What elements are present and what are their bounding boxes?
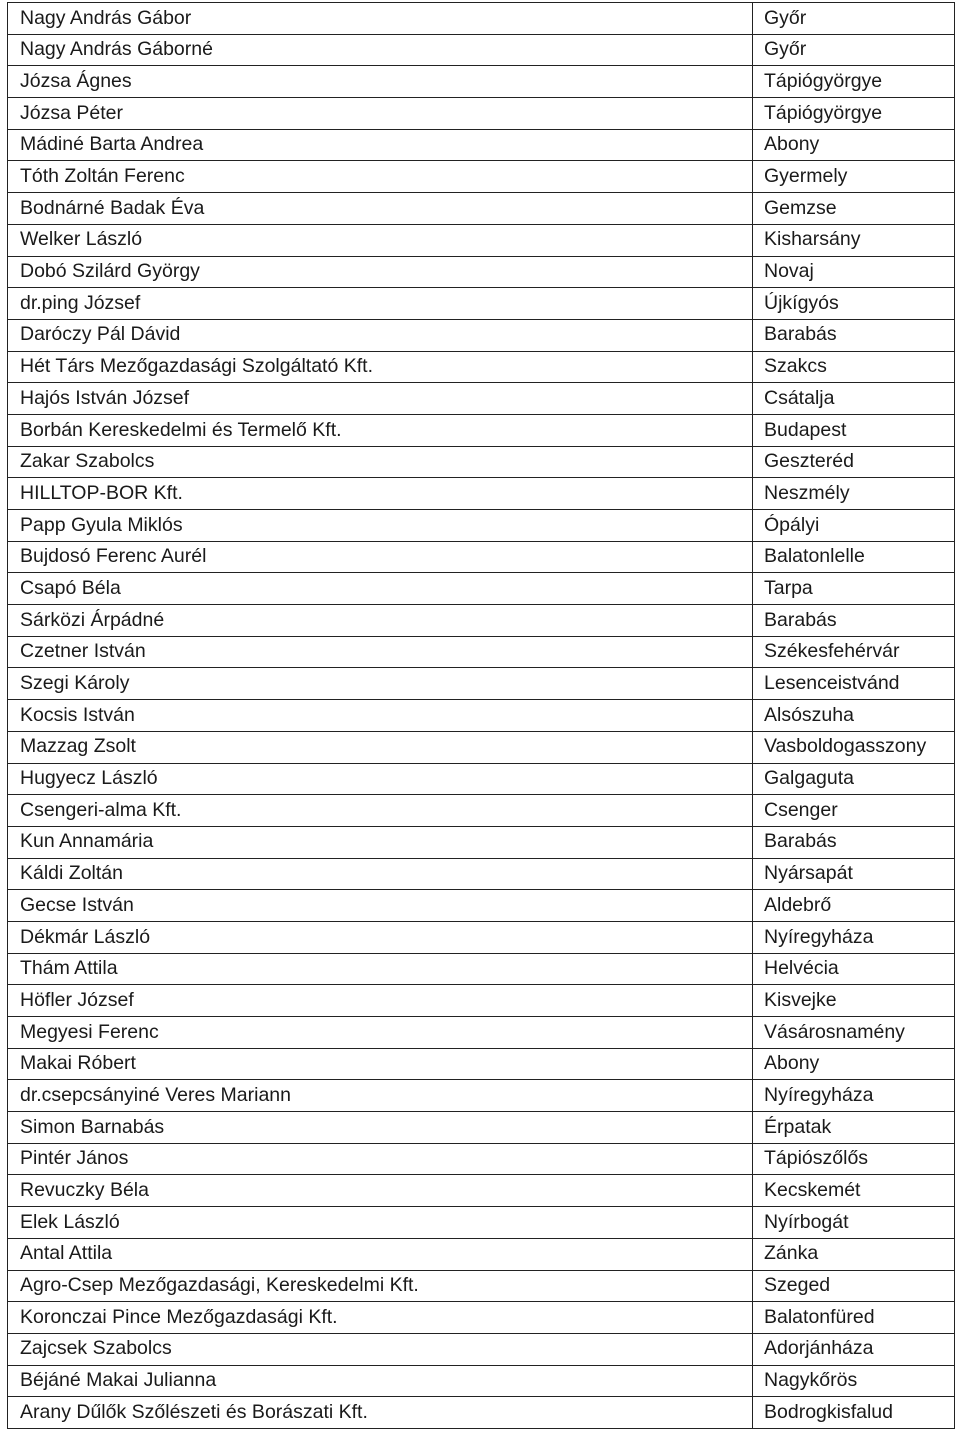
- settlement-cell: Vásárosnamény: [753, 1017, 955, 1049]
- settlement-cell: Tápiószőlős: [753, 1143, 955, 1175]
- table-row: [8, 1175, 955, 1207]
- settlement-cell: Abony: [753, 129, 955, 161]
- settlement-cell: Győr: [753, 34, 955, 66]
- settlement-cell: Abony: [753, 1048, 955, 1080]
- producer-name-cell: Höfler József: [8, 985, 753, 1017]
- settlement-cell: Galgaguta: [753, 763, 955, 795]
- settlement-cell: Nyíregyháza: [753, 1080, 955, 1112]
- table-row: [8, 731, 955, 763]
- producer-name-cell: Nagy András Gábor: [8, 3, 753, 35]
- producer-name-cell: Csengeri-alma Kft.: [8, 795, 753, 827]
- table-row: [8, 1143, 955, 1175]
- settlement-cell: Tarpa: [753, 573, 955, 605]
- table-row: [8, 1397, 955, 1429]
- table-row: [8, 98, 955, 130]
- table-row: [8, 605, 955, 637]
- settlement-cell: Gyermely: [753, 161, 955, 193]
- table-row: [8, 510, 955, 542]
- settlement-cell: Csenger: [753, 795, 955, 827]
- table-row: [8, 34, 955, 66]
- settlement-cell: Neszmély: [753, 478, 955, 510]
- table-row: [8, 826, 955, 858]
- producer-name-cell: Nagy András Gáborné: [8, 34, 753, 66]
- settlement-cell: Budapest: [753, 414, 955, 446]
- settlement-cell: Kecskemét: [753, 1175, 955, 1207]
- settlement-cell: Ópályi: [753, 510, 955, 542]
- producer-name-cell: Sárközi Árpádné: [8, 605, 753, 637]
- producer-name-cell: HILLTOP-BOR Kft.: [8, 478, 753, 510]
- producer-name-cell: Mádiné Barta Andrea: [8, 129, 753, 161]
- settlement-cell: Alsószuha: [753, 700, 955, 732]
- table-row: [8, 351, 955, 383]
- producer-name-cell: Kocsis István: [8, 700, 753, 732]
- settlement-cell: Geszteréd: [753, 446, 955, 478]
- settlement-cell: Helvécia: [753, 953, 955, 985]
- table-row: [8, 161, 955, 193]
- table-row: [8, 478, 955, 510]
- settlement-cell: Lesenceistvánd: [753, 668, 955, 700]
- settlement-cell: Szeged: [753, 1270, 955, 1302]
- producer-name-cell: Koronczai Pince Mezőgazdasági Kft.: [8, 1302, 753, 1334]
- table-body: [8, 3, 955, 1429]
- table-row: [8, 129, 955, 161]
- settlement-cell: Barabás: [753, 319, 955, 351]
- settlement-cell: Kisvejke: [753, 985, 955, 1017]
- table-row: [8, 795, 955, 827]
- producer-name-cell: Thám Attila: [8, 953, 753, 985]
- table-row: [8, 1365, 955, 1397]
- table-row: [8, 224, 955, 256]
- settlement-cell: Adorjánháza: [753, 1333, 955, 1365]
- settlement-cell: Tápiógyörgye: [753, 66, 955, 98]
- producer-name-cell: Józsa Ágnes: [8, 66, 753, 98]
- settlement-cell: Újkígyós: [753, 288, 955, 320]
- producer-name-cell: Borbán Kereskedelmi és Termelő Kft.: [8, 414, 753, 446]
- table-row: [8, 319, 955, 351]
- table-row: [8, 3, 955, 35]
- producer-name-cell: Papp Gyula Miklós: [8, 510, 753, 542]
- settlement-cell: Győr: [753, 3, 955, 35]
- producer-name-cell: Csapó Béla: [8, 573, 753, 605]
- producer-name-cell: Józsa Péter: [8, 98, 753, 130]
- table-row: [8, 1238, 955, 1270]
- settlement-cell: Szakcs: [753, 351, 955, 383]
- table-row: [8, 636, 955, 668]
- producer-name-cell: Bodnárné Badak Éva: [8, 193, 753, 225]
- table-row: [8, 1017, 955, 1049]
- settlement-cell: Bodrogkisfalud: [753, 1397, 955, 1429]
- producer-name-cell: Makai Róbert: [8, 1048, 753, 1080]
- table-row: [8, 1080, 955, 1112]
- settlement-cell: Gemzse: [753, 193, 955, 225]
- producer-name-cell: dr.ping József: [8, 288, 753, 320]
- producer-table: [7, 2, 955, 1429]
- producer-name-cell: Hét Társ Mezőgazdasági Szolgáltató Kft.: [8, 351, 753, 383]
- table-row: [8, 1302, 955, 1334]
- table-row: [8, 573, 955, 605]
- table-row: [8, 700, 955, 732]
- producer-name-cell: Szegi Károly: [8, 668, 753, 700]
- table-row: [8, 414, 955, 446]
- producer-name-cell: Bujdosó Ferenc Aurél: [8, 541, 753, 573]
- producer-name-cell: Dékmár László: [8, 921, 753, 953]
- producer-name-cell: Kun Annamária: [8, 826, 753, 858]
- producer-name-cell: Megyesi Ferenc: [8, 1017, 753, 1049]
- table-row: [8, 1048, 955, 1080]
- producer-name-cell: Hugyecz László: [8, 763, 753, 795]
- producer-name-cell: Hajós István József: [8, 383, 753, 415]
- settlement-cell: Novaj: [753, 256, 955, 288]
- producer-name-cell: Pintér János: [8, 1143, 753, 1175]
- table-row: [8, 1112, 955, 1144]
- table-row: [8, 66, 955, 98]
- settlement-cell: Zánka: [753, 1238, 955, 1270]
- settlement-cell: Barabás: [753, 605, 955, 637]
- settlement-cell: Kisharsány: [753, 224, 955, 256]
- producer-name-cell: Revuczky Béla: [8, 1175, 753, 1207]
- producer-name-cell: Káldi Zoltán: [8, 858, 753, 890]
- settlement-cell: Székesfehérvár: [753, 636, 955, 668]
- settlement-cell: Érpatak: [753, 1112, 955, 1144]
- settlement-cell: Tápiógyörgye: [753, 98, 955, 130]
- settlement-cell: Nagykőrös: [753, 1365, 955, 1397]
- producer-name-cell: Antal Attila: [8, 1238, 753, 1270]
- table-row: [8, 921, 955, 953]
- table-row: [8, 953, 955, 985]
- producer-name-cell: Dobó Szilárd György: [8, 256, 753, 288]
- settlement-cell: Nyírbogát: [753, 1207, 955, 1239]
- producer-name-cell: Zajcsek Szabolcs: [8, 1333, 753, 1365]
- table-row: [8, 193, 955, 225]
- table-row: [8, 256, 955, 288]
- settlement-cell: Barabás: [753, 826, 955, 858]
- producer-name-cell: Zakar Szabolcs: [8, 446, 753, 478]
- producer-name-cell: dr.csepcsányiné Veres Mariann: [8, 1080, 753, 1112]
- settlement-cell: Balatonfüred: [753, 1302, 955, 1334]
- table-row: [8, 1333, 955, 1365]
- settlement-cell: Nyíregyháza: [753, 921, 955, 953]
- table-row: [8, 763, 955, 795]
- table-row: [8, 1207, 955, 1239]
- producer-name-cell: Welker László: [8, 224, 753, 256]
- producer-name-cell: Simon Barnabás: [8, 1112, 753, 1144]
- producer-name-cell: Agro-Csep Mezőgazdasági, Kereskedelmi Kft.: [8, 1270, 753, 1302]
- producer-name-cell: Béjáné Makai Julianna: [8, 1365, 753, 1397]
- table-row: [8, 541, 955, 573]
- settlement-cell: Csátalja: [753, 383, 955, 415]
- settlement-cell: Vasboldogasszony: [753, 731, 955, 763]
- producer-name-cell: Daróczy Pál Dávid: [8, 319, 753, 351]
- settlement-cell: Nyársapát: [753, 858, 955, 890]
- producer-name-cell: Arany Dűlők Szőlészeti és Borászati Kft.: [8, 1397, 753, 1429]
- table-row: [8, 446, 955, 478]
- producer-name-cell: Tóth Zoltán Ferenc: [8, 161, 753, 193]
- producer-name-cell: Czetner István: [8, 636, 753, 668]
- settlement-cell: Aldebrő: [753, 890, 955, 922]
- producer-name-cell: Elek László: [8, 1207, 753, 1239]
- table-row: [8, 858, 955, 890]
- settlement-cell: Balatonlelle: [753, 541, 955, 573]
- table-row: [8, 383, 955, 415]
- table-row: [8, 668, 955, 700]
- producer-name-cell: Mazzag Zsolt: [8, 731, 753, 763]
- table-row: [8, 1270, 955, 1302]
- table-row: [8, 985, 955, 1017]
- producer-name-cell: Gecse István: [8, 890, 753, 922]
- table-row: [8, 890, 955, 922]
- table-row: [8, 288, 955, 320]
